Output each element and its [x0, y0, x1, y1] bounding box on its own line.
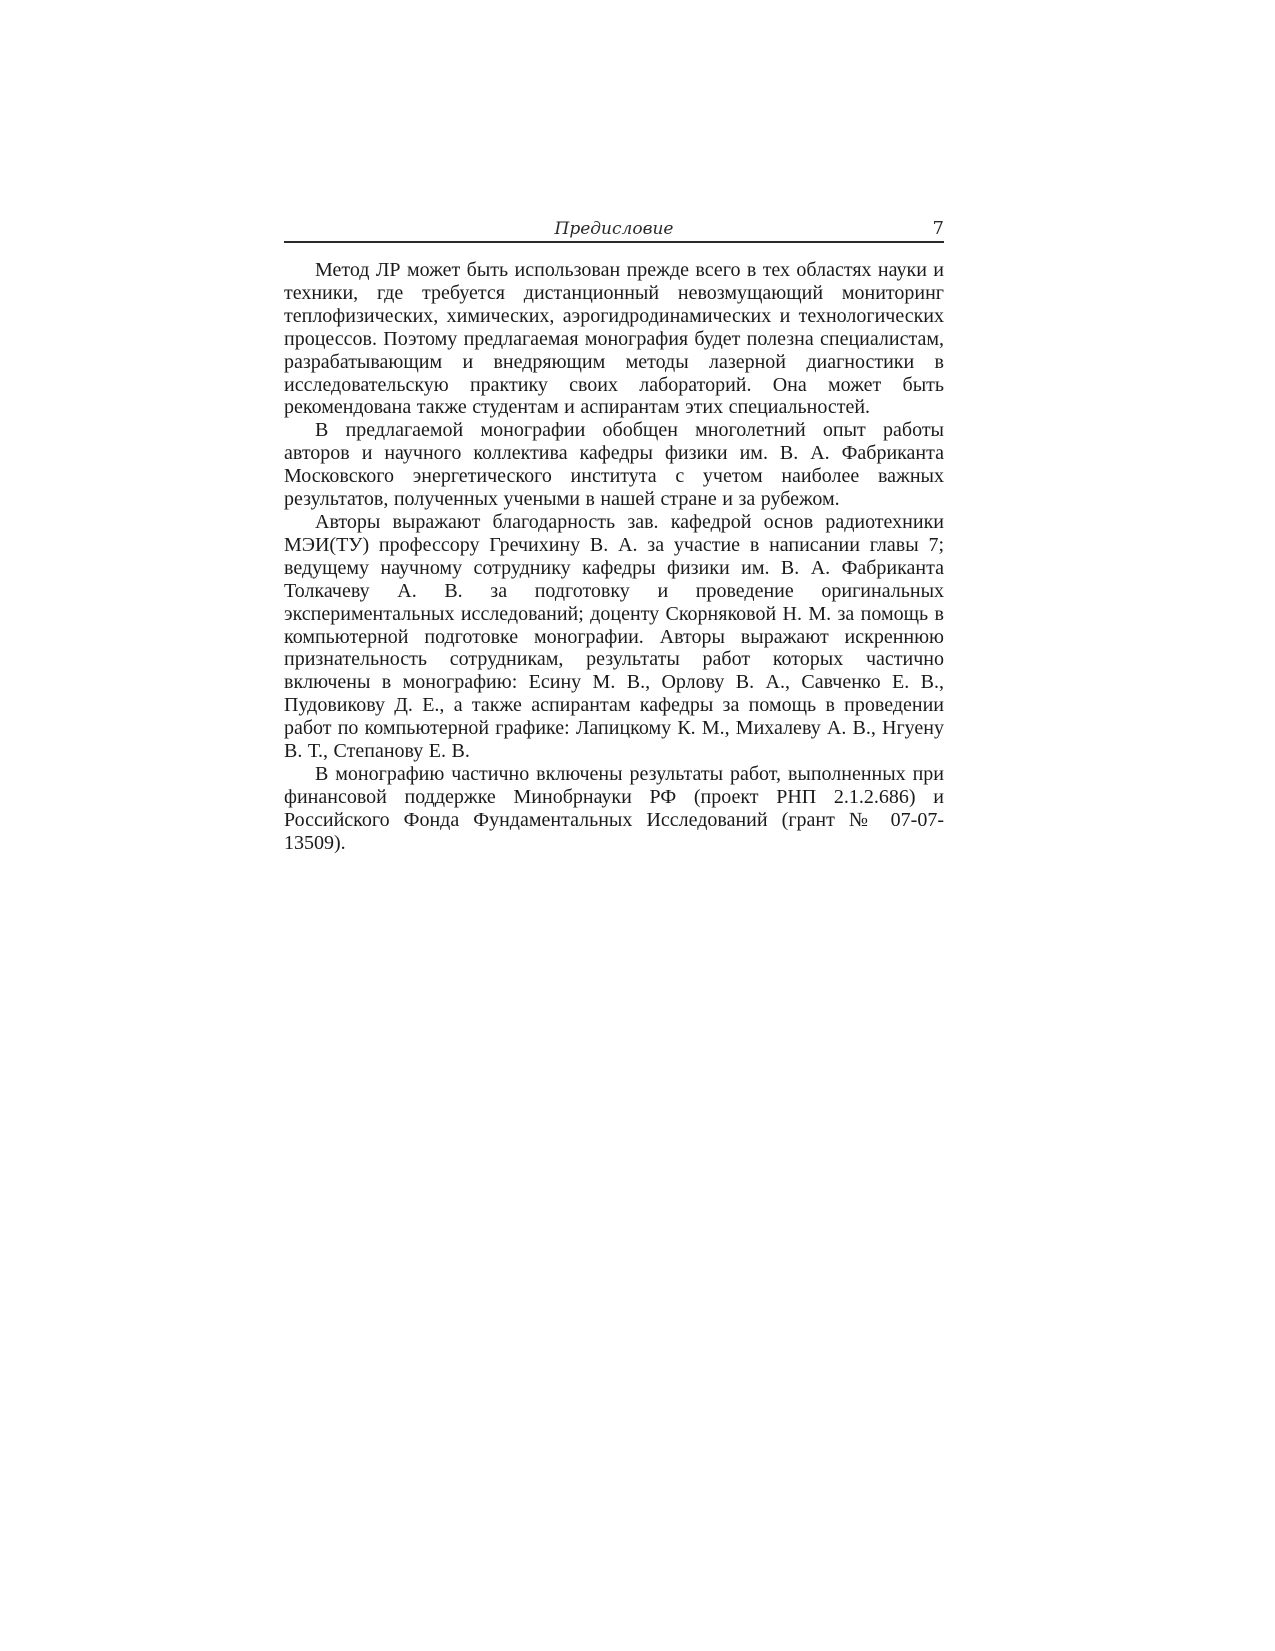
text-column [284, 215, 944, 855]
paragraph-funding: В монографию частично включены результаты работ, выполненных при финансовой поддержке Минобрнауки РФ (проект РНП 2.1.2.686) и Российского Фонда Фундаментальных Исследований (грант № 07-07-13509). [284, 762, 944, 854]
running-title: Предисловие [554, 219, 674, 239]
paragraph-experience: В предлагаемой монографии обобщен многолетний опыт работы авторов и научного коллектива кафедры физики им. В. А. Фабриканта Московского энергетического института с учетом наиболее важных результатов, полученных учеными в нашей стране и за рубежом. [284, 419, 944, 511]
paragraph-acknowledgements: Авторы выражают благодарность зав. кафедрой основ радиотехники МЭИ(ТУ) профессору Гречихину В. А. за участие в написании главы 7; ведущему научному сотруднику кафедры физики им. В. А. Фабриканта Толкачеву А. В. за подготовку и проведение оригинальных экспериментальных исследований; доценту Скорняковой Н. М. за помощь в компьютерной подготовке монографии. Авторы выражают искреннюю признательность сотрудникам, результаты работ которых частично включены в монографию: Есину М. В., Орлову В. А., Савченко Е. В., Пудовикову Д. Е., а также аспирантам кафедры за помощь в проведении работ по компьютерной графике: Лапицкому К. М., Михалеву А. В., Нгуену В. Т., Степанову Е. В. [284, 510, 944, 763]
page-number: 7 [932, 218, 944, 239]
paragraph-method-scope: Метод ЛР может быть использован прежде всего в тех областях науки и техники, где требуется дистанционный невозмущающий мониторинг теплофизических, химических, аэрогидродинамических и технологических процессов. Поэтому предлагаемая монография будет полезна специалистам, разрабатывающим и внедряющим методы лазерной диагностики в исследовательскую практику своих лабораторий. Она может быть рекомендована также студентам и аспирантам этих специальностей. [284, 259, 944, 419]
running-header [284, 215, 944, 243]
body-text [284, 259, 944, 855]
